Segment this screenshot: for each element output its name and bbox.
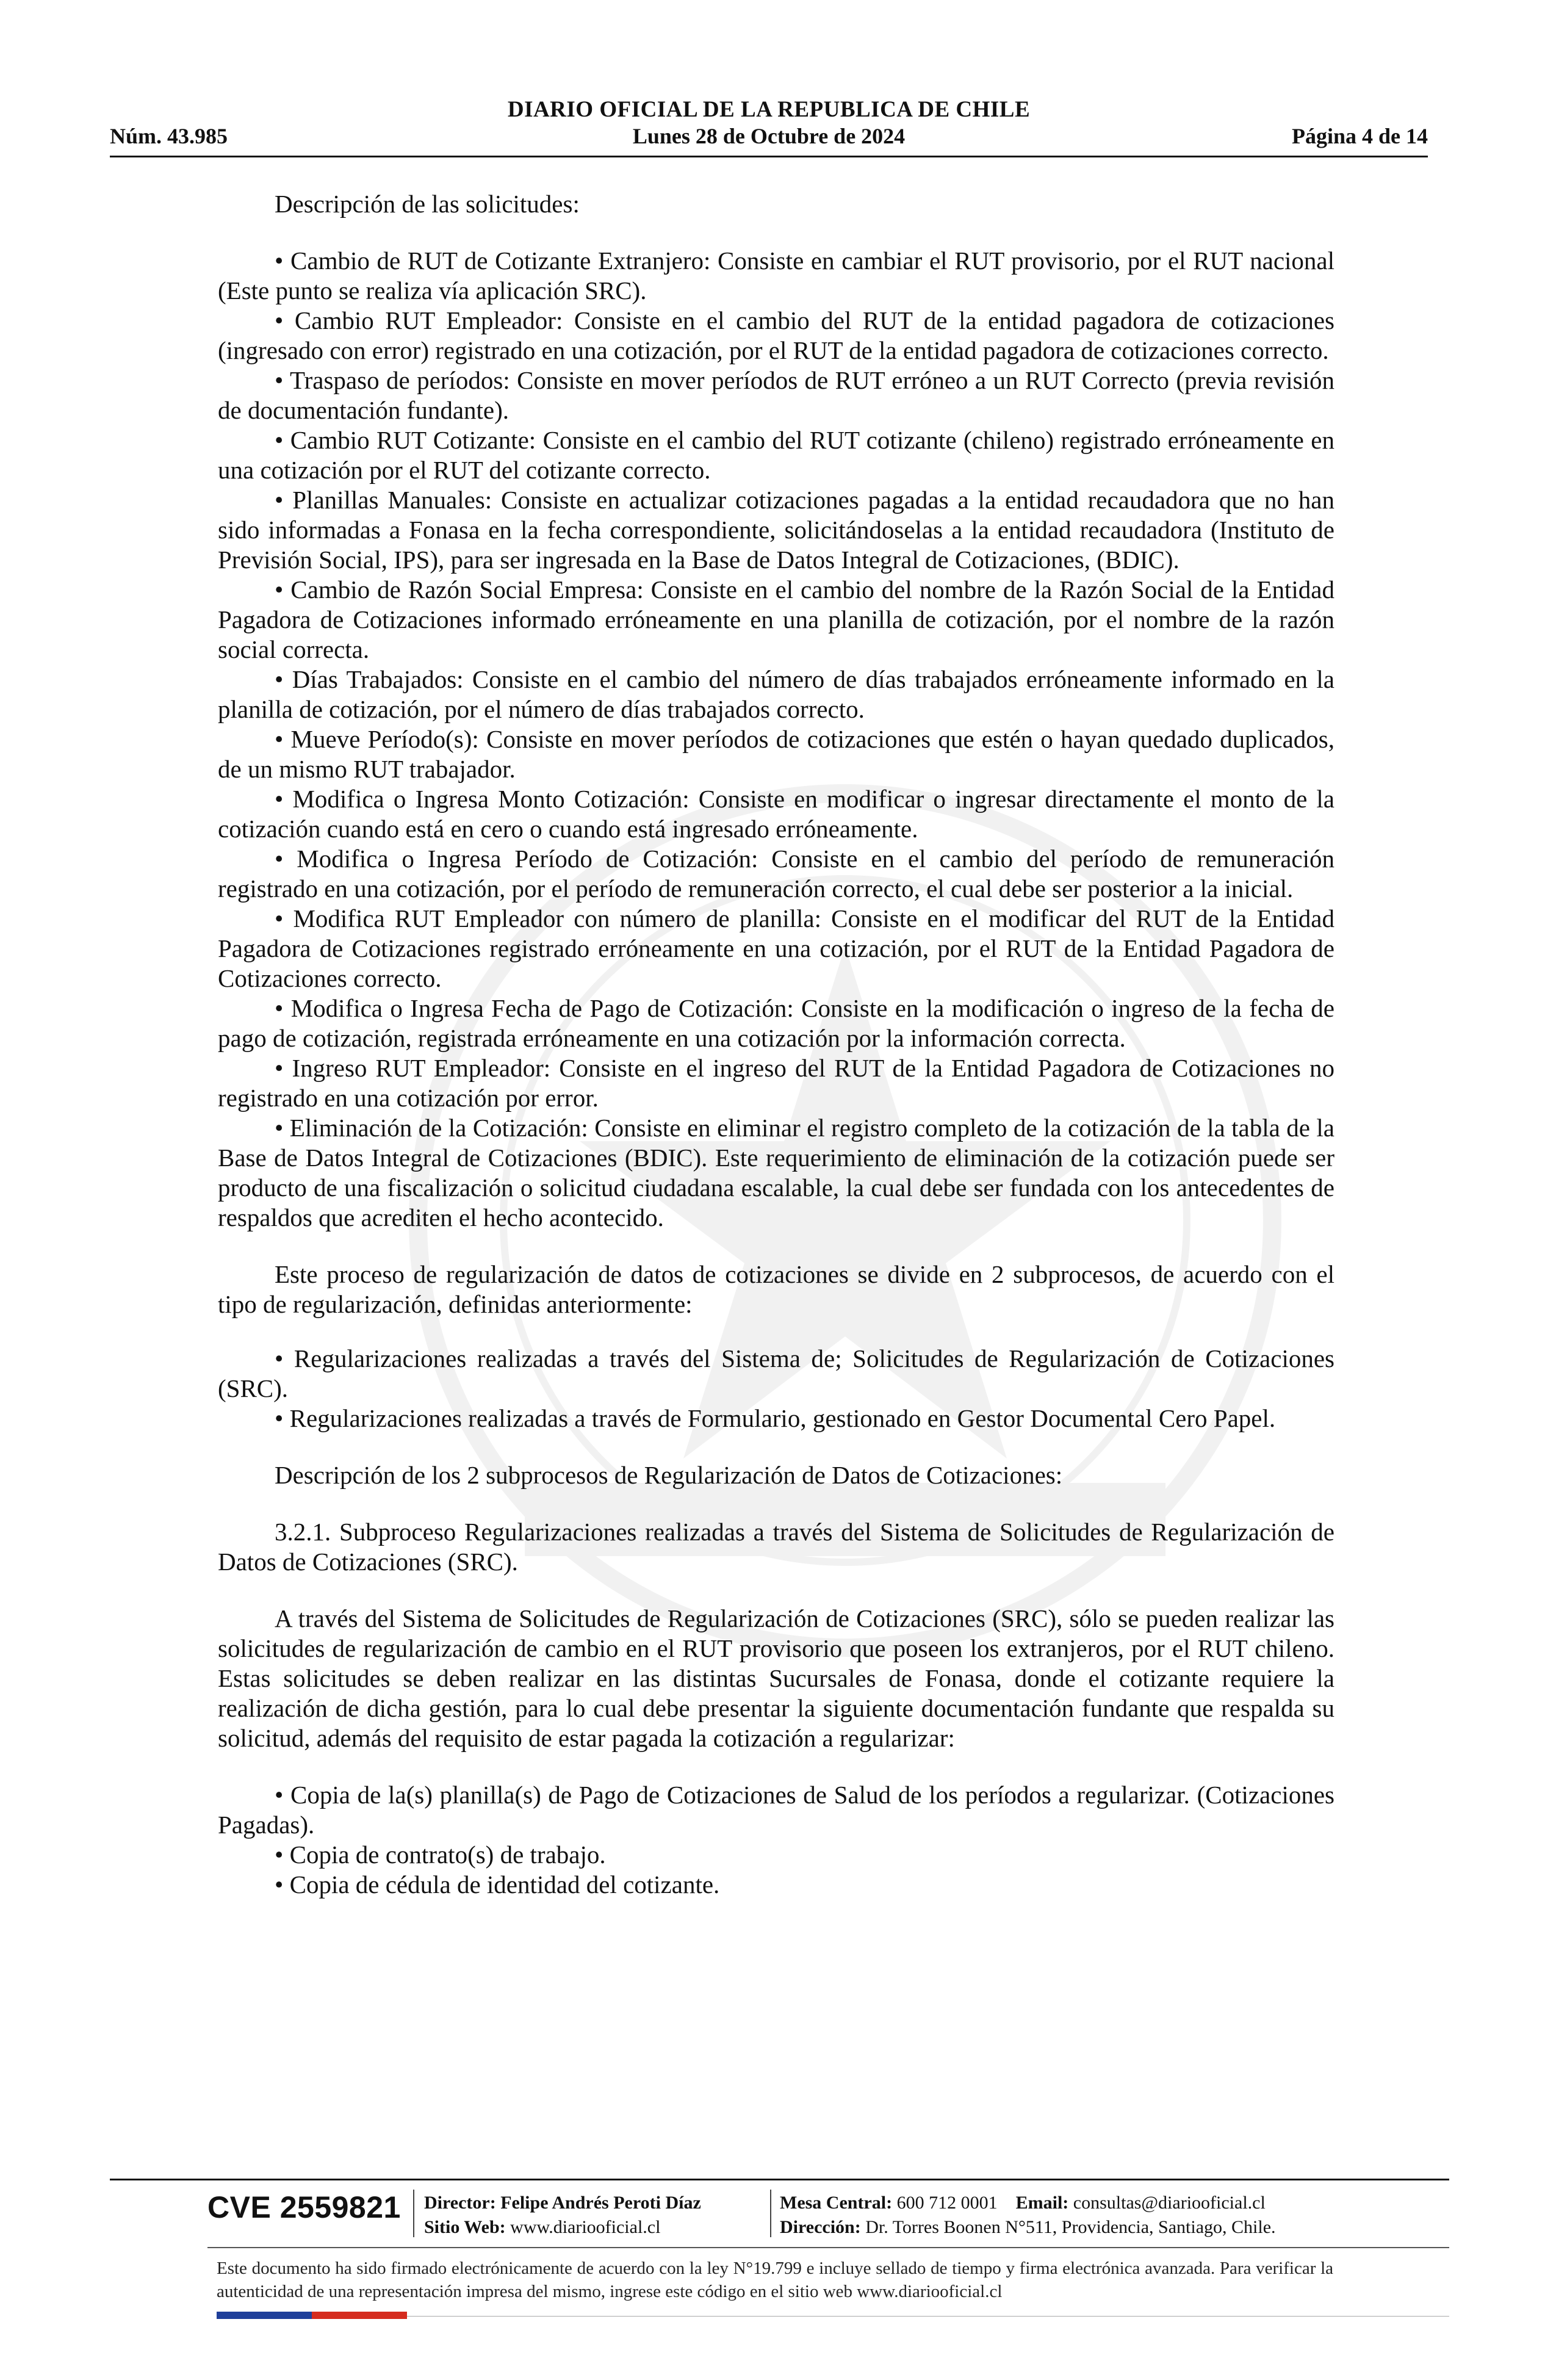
mesa-phone: 600 712 0001	[896, 2193, 998, 2213]
document-body	[218, 189, 1334, 1900]
footer-separator	[413, 2190, 414, 2237]
paragraph: Descripción de las solicitudes:	[275, 190, 580, 218]
list-item: • Copia de la(s) planilla(s) de Pago de Cotizaciones de Salud de los períodos a regularizar. (Cotizaciones Pagadas).	[218, 1781, 1334, 1839]
list-item: • Cambio RUT Cotizante: Consiste en el cambio del RUT cotizante (chileno) registrado erróneamente en una cotización por el RUT del cotizante correcto.	[218, 426, 1334, 484]
paragraph: A través del Sistema de Solicitudes de Regularización de Cotizaciones (SRC), sólo se pueden realizar las solicitudes de regularización de cambio en el RUT provisorio que poseen los extranjeros, por el RUT chileno. Estas solicitudes se deben realizar en las distintas Sucursales de Fonasa, donde el cotizante requiere la realización de dicha gestión, para lo cual debe presentar la siguiente documentación fundante que respalda su solicitud, además del requisito de estar pagada la cotización a regularizar:	[218, 1604, 1334, 1752]
site-label: Sitio Web:	[424, 2217, 506, 2237]
list-item: • Modifica o Ingresa Fecha de Pago de Cotización: Consiste en la modificación o ingreso de la fecha de pago de cotización, registrada erróneamente en una cotización por la información correcta.	[218, 994, 1334, 1052]
footer-contact-block	[780, 2191, 1276, 2240]
mesa-label: Mesa Central:	[780, 2193, 893, 2213]
director-name: Felipe Andrés Peroti Díaz	[500, 2193, 701, 2213]
list-item: • Regularizaciones realizadas a través del Sistema de; Solicitudes de Regularización de Cotizaciones (SRC).	[218, 1344, 1334, 1402]
list-item: • Copia de cédula de identidad del cotizante.	[275, 1870, 720, 1899]
issue-number: Núm. 43.985	[110, 124, 228, 148]
list-item: • Planillas Manuales: Consiste en actualizar cotizaciones pagadas a la entidad recaudadora que no han sido informadas a Fonasa en la fecha correspondiente, solicitándoselas a la entidad recaudadora (Instituto de Previsión Social, IPS), para ser ingresada en la Base de Datos Integral de Cotizaciones, (BDIC).	[218, 486, 1334, 574]
list-item: • Cambio RUT Empleador: Consiste en el cambio del RUT de la entidad pagadora de cotizaciones (ingresado con error) registrado en una cotización, por el RUT de la entidad pagadora de cotizaciones correcto.	[218, 306, 1334, 364]
list-item: • Modifica o Ingresa Monto Cotización: Consiste en modificar o ingresar directamente el monto de la cotización cuando está en cero o cuando está ingresado erróneamente.	[218, 785, 1334, 843]
list-item: • Modifica o Ingresa Período de Cotización: Consiste en el cambio del período de remuneración registrado en una cotización, por el período de remuneración correcto, el cual debe ser posterior a la inicial.	[218, 845, 1334, 903]
footer-director-block	[424, 2191, 701, 2240]
signature-notice: Este documento ha sido firmado electrónicamente de acuerdo con la ley N°19.799 e incluye sellado de tiempo y firma electrónica avanzada. Para verificar la autenticidad de una representación impresa del mismo, ingrese este código en el sitio web www.diariooficial.cl	[217, 2259, 1333, 2301]
list-item: • Días Trabajados: Consiste en el cambio del número de días trabajados erróneamente informado en la planilla de cotización, por el número de días trabajados correcto.	[218, 665, 1334, 723]
publication-title: DIARIO OFICIAL DE LA REPUBLICA DE CHILE	[507, 97, 1031, 122]
flag-stripe	[217, 2312, 407, 2319]
paragraph: Este proceso de regularización de datos de cotizaciones se divide en 2 subprocesos, de acuerdo con el tipo de regularización, definidas anteriormente:	[218, 1260, 1334, 1318]
list-item: • Copia de contrato(s) de trabajo.	[275, 1841, 606, 1869]
email-label: Email:	[1015, 2193, 1069, 2213]
address-label: Dirección:	[780, 2217, 861, 2237]
list-item: • Cambio de RUT de Cotizante Extranjero: Consiste en cambiar el RUT provisorio, por el RUT nacional (Este punto se realiza vía aplicación SRC).	[218, 247, 1334, 305]
list-item: • Traspaso de períodos: Consiste en mover períodos de RUT erróneo a un RUT Correcto (previa revisión de documentación fundante).	[218, 366, 1334, 424]
paragraph: Descripción de los 2 subprocesos de Regularización de Datos de Cotizaciones:	[275, 1461, 1063, 1489]
footer-bottom-line	[407, 2316, 1449, 2317]
cve-code: CVE 2559821	[207, 2190, 401, 2224]
flag-stripe-blue	[217, 2312, 312, 2319]
list-item: • Ingreso RUT Empleador: Consiste en el ingreso del RUT de la Entidad Pagadora de Cotizaciones no registrado en una cotización por error.	[218, 1054, 1334, 1112]
director-label: Director:	[424, 2193, 496, 2213]
list-item: • Regularizaciones realizadas a través de Formulario, gestionado en Gestor Documental Cero Papel.	[275, 1404, 1276, 1432]
page-number: Página 4 de 14	[1291, 124, 1428, 148]
issue-date: Lunes 28 de Octubre de 2024	[632, 124, 906, 148]
list-item: • Mueve Período(s): Consiste en mover períodos de cotizaciones que estén o hayan quedado duplicados, de un mismo RUT trabajador.	[218, 725, 1334, 783]
footer-divider	[110, 2179, 1449, 2180]
site-link[interactable]: www.diariooficial.cl	[510, 2217, 661, 2237]
flag-stripe-red	[312, 2312, 407, 2319]
section-heading: 3.2.1. Subproceso Regularizaciones realizadas a través del Sistema de Solicitudes de Regularización de Datos de Cotizaciones (SRC).	[218, 1518, 1334, 1576]
page-header	[110, 92, 1428, 159]
address-value: Dr. Torres Boonen N°511, Providencia, Santiago, Chile.	[865, 2217, 1276, 2237]
list-item: • Cambio de Razón Social Empresa: Consiste en el cambio del nombre de la Razón Social de la Entidad Pagadora de Cotizaciones informado erróneamente en una planilla de cotización, por el nombre de la razón social correcta.	[218, 575, 1334, 663]
list-item: • Eliminación de la Cotización: Consiste en eliminar el registro completo de la cotización de la tabla de la Base de Datos Integral de Cotizaciones (BDIC). Este requerimiento de eliminación de la cotización puede ser producto de una fiscalización o solicitud ciudadana escalable, la cual debe ser fundada con los antecedentes de respaldos que acrediten el hecho acontecido.	[218, 1114, 1334, 1231]
footer-divider	[207, 2247, 1449, 2248]
footer-separator	[770, 2190, 771, 2237]
email-link[interactable]: consultas@diariooficial.cl	[1073, 2193, 1266, 2213]
header-divider	[110, 156, 1428, 157]
list-item: • Modifica RUT Empleador con número de planilla: Consiste en el modificar del RUT de la Entidad Pagadora de Cotizaciones registrado erróneamente en una cotización, por el RUT de la Entidad Pagadora de Cotizaciones correcto.	[218, 904, 1334, 992]
